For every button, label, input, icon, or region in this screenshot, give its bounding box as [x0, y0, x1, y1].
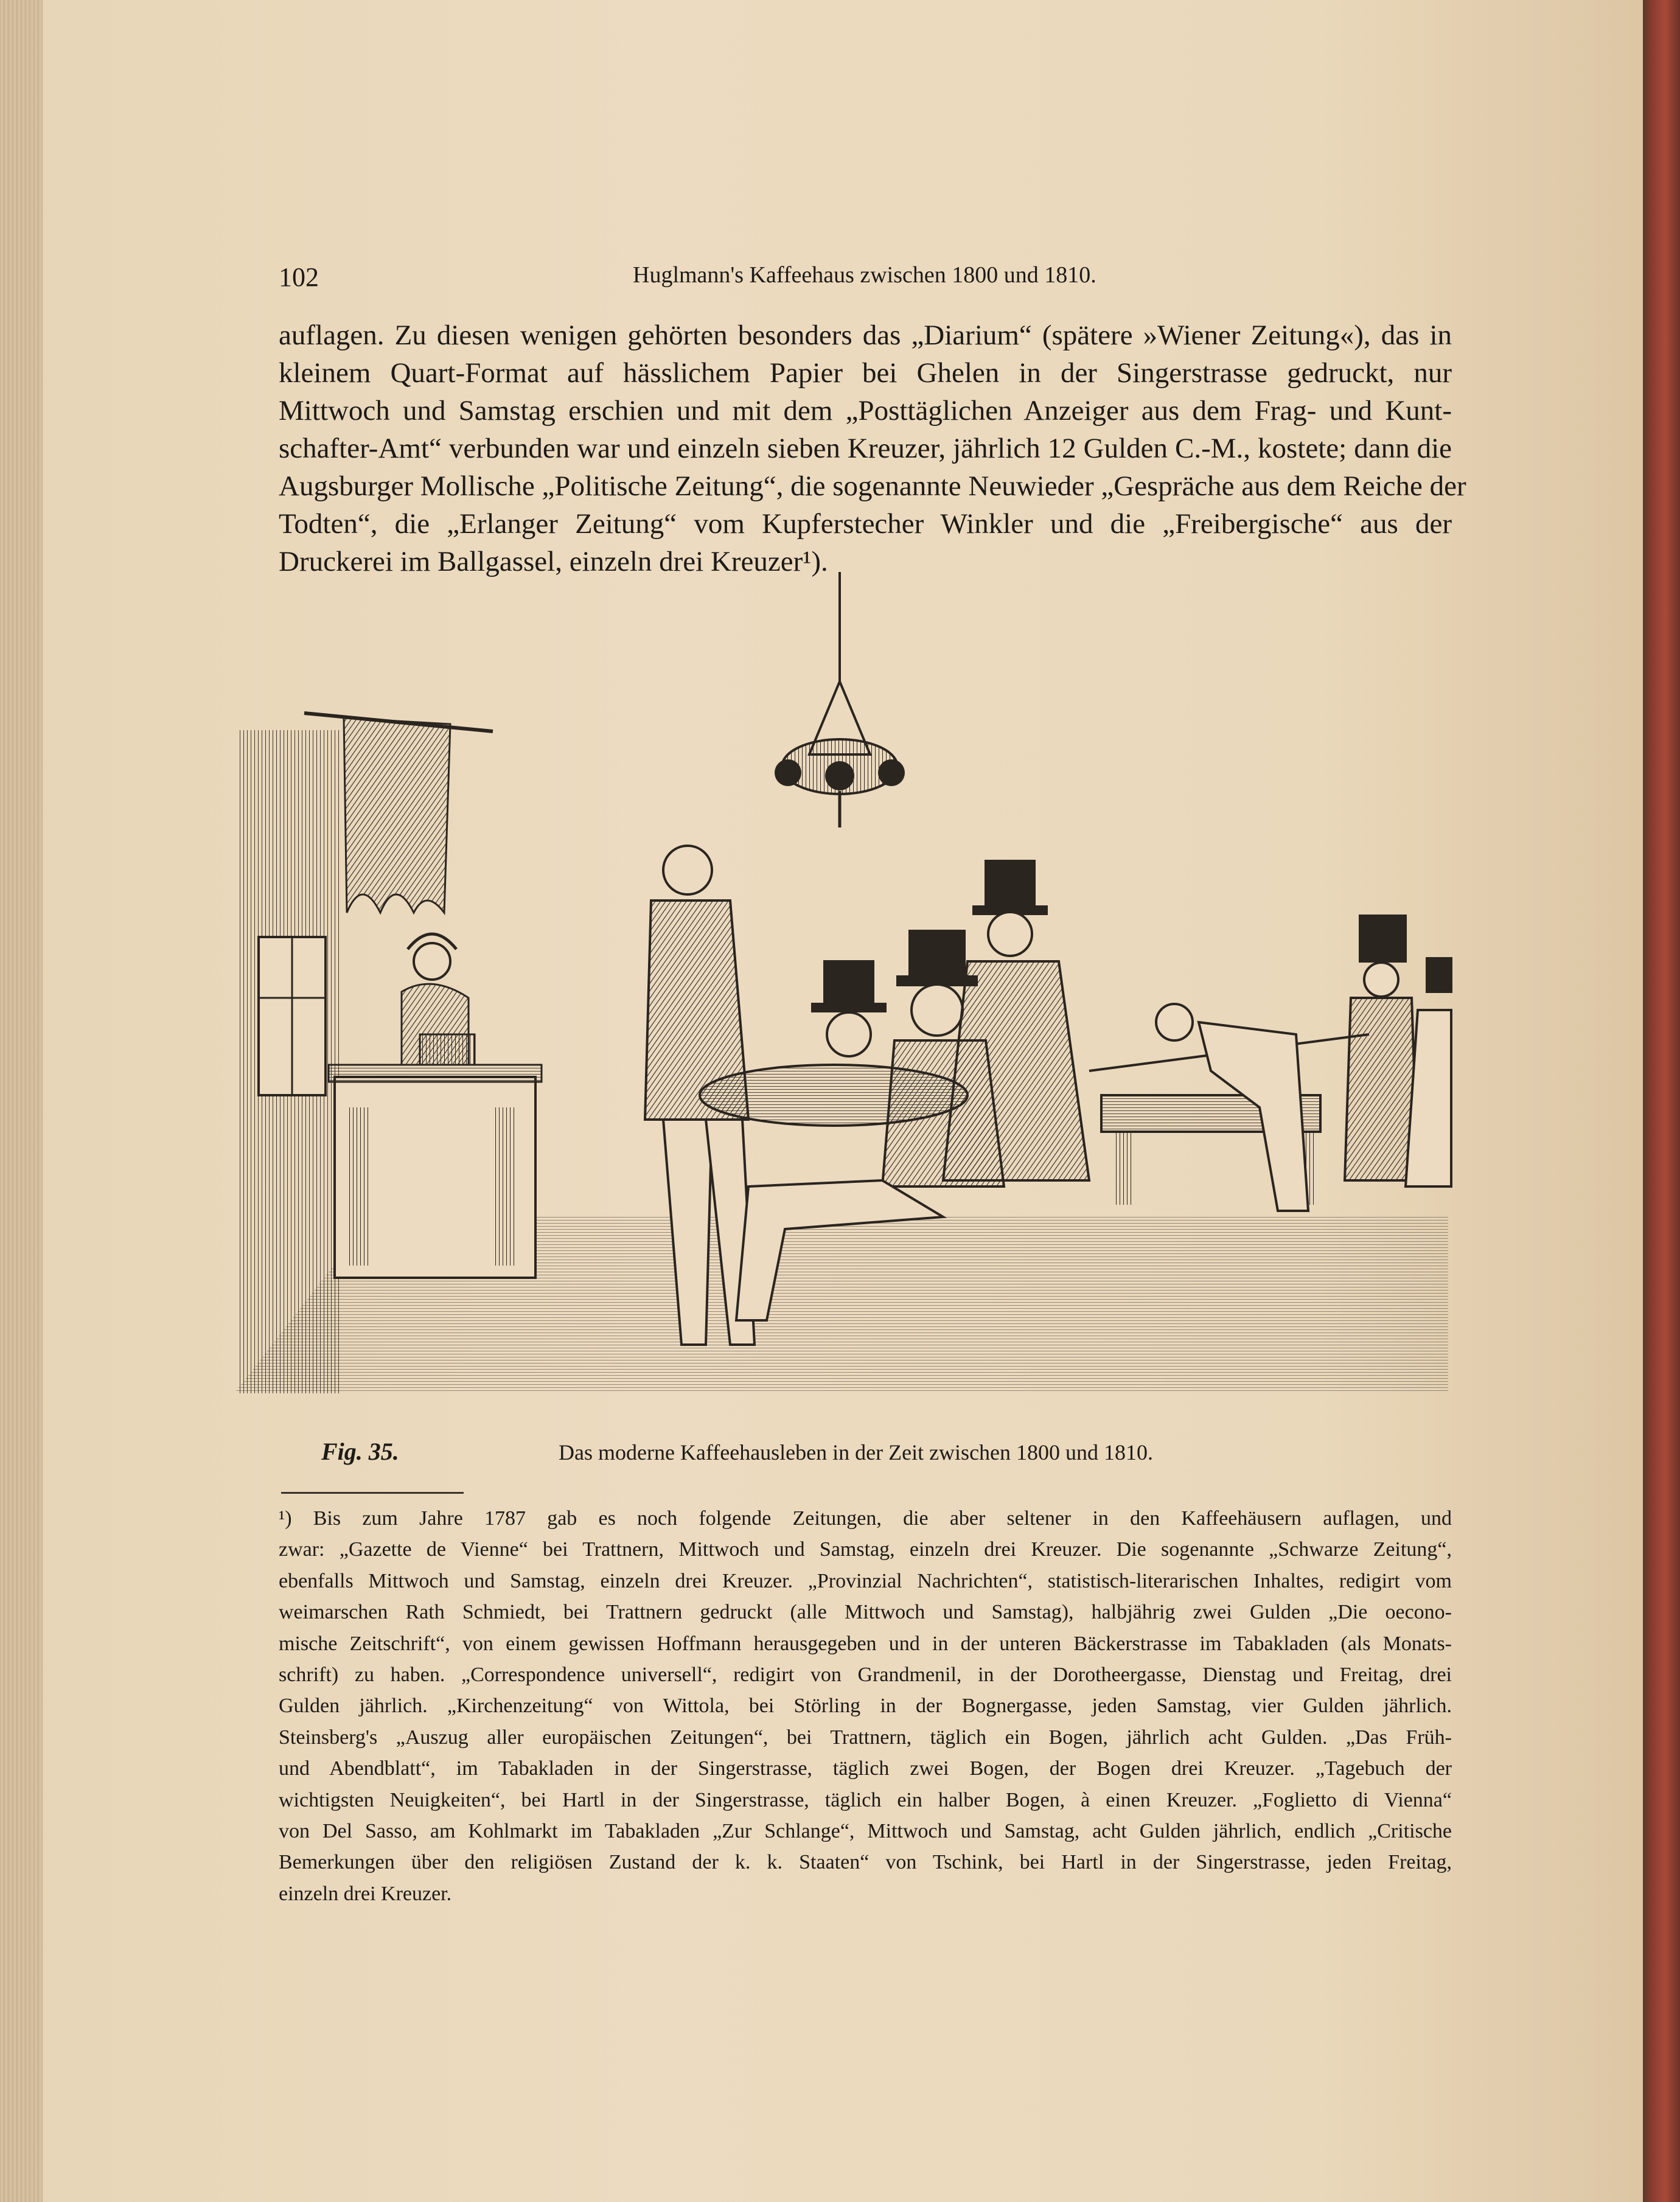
body-line: Druckerei im Ballgassel, einzeln drei Kreuzer¹). [279, 546, 828, 577]
footnote-line: weimarschen Rath Schmiedt, bei Trattnern gedruckt (alle Mittwoch und Samstag), halbjährig zwei Gulden „Die oecono- [279, 1601, 1452, 1624]
running-title: Huglmann's Kaffeehaus zwischen 1800 und 1810. [633, 262, 1096, 288]
footnote-line: Gulden jährlich. „Kirchenzeitung“ von Wittola, bei Störling in der Bognergasse, jeden Samstag, vier Gulden jährlich. [279, 1695, 1452, 1718]
body-line: Mittwoch und Samstag erschien und mit dem „Posttäglichen Anzeiger aus dem Frag- und Kunt- [279, 395, 1452, 427]
counter [329, 1034, 542, 1278]
footnote-line: wichtigsten Neuigkeiten“, bei Hartl in der Singerstrasse, täglich ein halber Bogen, à einen Kreuzer. „Foglietto di Vienna“ [279, 1788, 1452, 1811]
footnote-line: zwar: „Gazette de Vienne“ bei Trattnern, Mittwoch und Samstag, einzeln drei Kreuzer. Die sogenannte „Schwarze Zeitung“, [279, 1538, 1452, 1561]
background-couple [1345, 916, 1451, 1186]
body-paragraph [279, 316, 1466, 580]
footnote-line: mische Zeitschrift“, von einem gewissen Hoffmann herausgegeben und in der unteren Bäckerstrasse im Tabakladen (als Monats- [279, 1632, 1452, 1655]
footnote-line: ¹) Bis zum Jahre 1787 gab es noch folgende Zeitungen, die aber seltener in den Kaffeehäusern auflagen, und [279, 1507, 1452, 1530]
figure-caption: Das moderne Kaffeehausleben in der Zeit zwischen 1800 und 1810. [559, 1440, 1154, 1465]
footnote-line: schrift) zu haben. „Correspondence universell“, redigirt von Grandmenil, in der Dorotheergasse, Dienstag und Freitag, drei [279, 1663, 1452, 1686]
body-line: Todten“, die „Erlanger Zeitung“ vom Kupferstecher Winkler und die „Freibergische“ aus der [279, 508, 1452, 540]
book-binding-edge [1643, 0, 1680, 2202]
page-number: 102 [279, 262, 319, 292]
body-line: auflagen. Zu diesen wenigen gehörten besonders das „Diarium“ (spätere »Wiener Zeitung«), das in [279, 319, 1452, 351]
footnote-line: Steinsberg's „Auszug aller europäischen Zeitungen“, bei Trattnern, täglich ein Bogen, jährlich acht Gulden. „Das Früh- [279, 1726, 1452, 1749]
curtain [344, 718, 450, 913]
woman-at-counter [402, 934, 469, 1065]
page-stack-edge [0, 0, 43, 2202]
chandelier [775, 572, 905, 827]
body-line: kleinem Quart-Format auf hässlichem Papier bei Ghelen in der Singerstrasse gedruckt, nur [279, 357, 1452, 389]
footnote-line: von Del Sasso, am Kohlmarkt im Tabakladen „Zur Schlange“, Mittwoch und Samstag, acht Gulden jährlich, endlich „Critische [279, 1819, 1452, 1842]
body-line: schafter-Amt“ verbunden war und einzeln sieben Kreuzer, jährlich 12 Gulden C.-M., kostete; dann die [279, 433, 1452, 464]
body-line: Augsburger Mollische „Politische Zeitung“, die sogenannte Neuwieder „Gespräche aus dem Reiche der [279, 470, 1466, 502]
footnote [279, 1503, 1452, 1909]
gentleman-with-cane [943, 861, 1089, 1180]
footnote-line: ebenfalls Mittwoch und Samstag, einzeln drei Kreuzer. „Provinzial Nachrichten“, statistisch-literarischen Inhaltes, redigirt vom [279, 1569, 1452, 1592]
engraving-cafe-scene-illustration [225, 572, 1454, 1406]
figure-label: Fig. 35. [321, 1438, 399, 1465]
footnote-line: einzeln drei Kreuzer. [279, 1882, 452, 1905]
footnote-line: und Abendblatt“, im Tabakladen in der Singerstrasse, täglich zwei Bogen, der Bogen drei Kreuzer. „Tagebuch der [279, 1757, 1452, 1780]
footnote-line: Bemerkungen über den religiösen Zustand der k. k. Staaten“ von Tschink, bei Hartl in der Singerstrasse, jeden Freitag, [279, 1851, 1452, 1874]
footnote-divider [281, 1492, 464, 1494]
